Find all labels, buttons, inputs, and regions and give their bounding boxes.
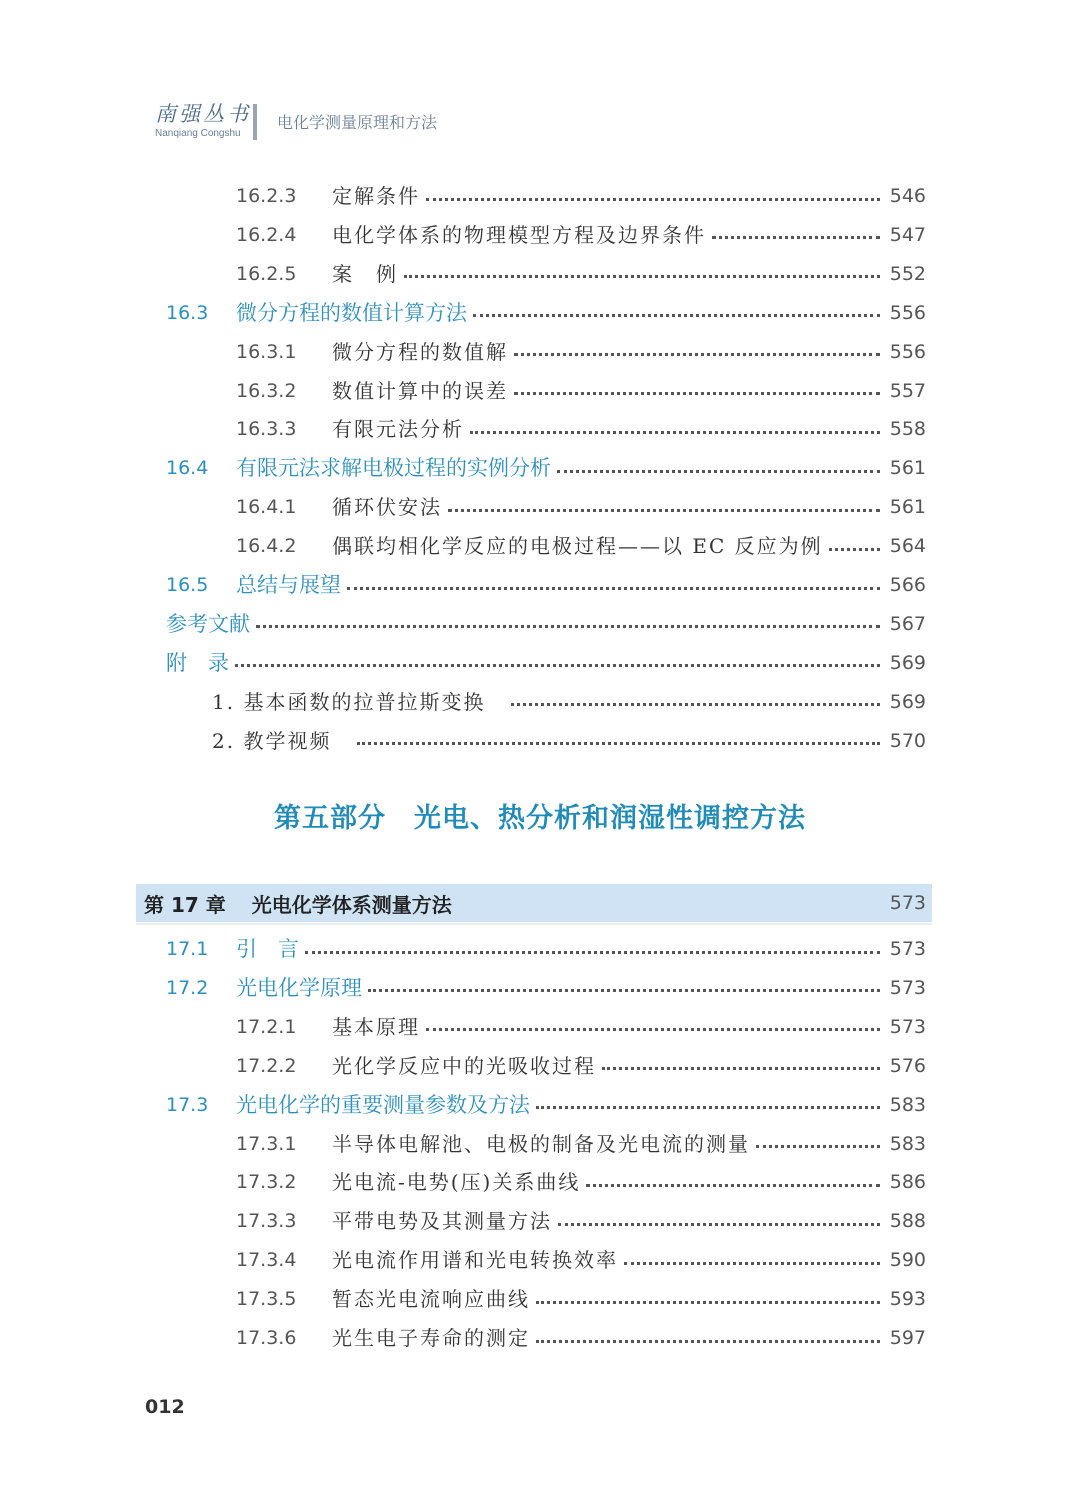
toc-entry[interactable] (236, 179, 926, 213)
toc-entry[interactable] (236, 1321, 926, 1355)
toc-entry-page: 573 (889, 938, 926, 960)
chapter-title: 光电化学体系测量方法 (251, 892, 452, 917)
toc-dot-leader (305, 951, 880, 954)
chapter-label: 第 17 章 (144, 892, 226, 917)
toc-dot-leader (357, 742, 880, 745)
toc-entry-title: 案 例 (332, 261, 398, 286)
page-number: 012 (145, 1396, 185, 1418)
toc-entry[interactable] (166, 971, 926, 1005)
toc-entry-title: 光电化学原理 (236, 975, 362, 1000)
toc-dot-leader (536, 1106, 880, 1109)
toc-entry-page: 588 (889, 1210, 926, 1233)
toc-entry[interactable] (166, 646, 926, 680)
toc-dot-leader (536, 1301, 880, 1304)
toc-entry[interactable] (212, 685, 926, 719)
toc-entry[interactable] (166, 607, 926, 641)
toc-entry-title: 半导体电解池、电极的制备及光电流的测量 (332, 1131, 750, 1156)
series-roman-name: Nanqiang Congshu (155, 128, 241, 139)
toc-entry-page: 556 (889, 340, 926, 363)
toc-entry[interactable] (236, 335, 926, 369)
toc-dot-leader (602, 1067, 880, 1070)
toc-entry-number: 17.3.5 (236, 1288, 297, 1311)
toc-entry-number: 17.3.4 (236, 1249, 297, 1272)
toc-entry-page: 583 (889, 1132, 926, 1155)
toc-entry-title: 光电化学的重要测量参数及方法 (236, 1092, 530, 1117)
toc-entry-title: 电化学体系的物理模型方程及边界条件 (332, 222, 706, 247)
toc-entry-number: 17.2.2 (236, 1054, 297, 1077)
toc-entry-number: 16.5 (166, 574, 209, 596)
toc-entry-title: 引 言 (236, 937, 299, 961)
toc-entry-number: 16.3.2 (236, 379, 297, 402)
toc-entry-title: 有限元法分析 (332, 417, 464, 442)
toc-dot-leader (536, 1340, 880, 1343)
toc-entry-title: 定解条件 (332, 184, 420, 208)
toc-entry-page: 573 (889, 1015, 926, 1038)
toc-entry-page: 597 (889, 1327, 926, 1349)
toc-entry-page: 552 (889, 262, 926, 285)
toc-dot-leader (404, 275, 880, 278)
toc-entry-number: 16.4 (166, 457, 209, 480)
toc-dot-leader (473, 314, 880, 317)
toc-entry[interactable] (236, 1165, 926, 1199)
toc-entry-title: 基本原理 (332, 1014, 420, 1039)
toc-dot-leader (558, 1223, 880, 1226)
toc-entry-title: 循环伏安法 (332, 495, 442, 520)
toc-entry-page: 547 (889, 223, 926, 246)
toc-entry-page: 569 (889, 690, 926, 713)
toc-dot-leader (514, 392, 880, 395)
toc-entry-number: 16.2.5 (236, 262, 297, 285)
toc-dot-leader (448, 509, 880, 512)
toc-entry-number: 17.3.1 (236, 1132, 297, 1155)
toc-dot-leader (470, 431, 880, 434)
toc-dot-leader (586, 1184, 880, 1187)
toc-entry-page: 567 (889, 612, 926, 635)
toc-entry[interactable] (166, 932, 926, 966)
toc-entry-page: 570 (889, 729, 926, 752)
toc-entry-number: 16.4.2 (236, 535, 297, 558)
toc-entry[interactable] (236, 1204, 926, 1238)
toc-entry-page: 561 (889, 496, 926, 519)
toc-entry[interactable] (236, 374, 926, 408)
header-divider (253, 104, 257, 140)
toc-entry-page: 558 (889, 418, 926, 441)
toc-entry-number: 16.3.3 (236, 418, 297, 441)
toc-entry-title: 参考文献 (166, 611, 250, 636)
toc-entry[interactable] (236, 1010, 926, 1044)
toc-dot-leader (756, 1145, 880, 1148)
toc-entry[interactable] (166, 568, 926, 602)
toc-entry-page: 576 (889, 1054, 926, 1077)
toc-entry[interactable] (236, 257, 926, 291)
toc-entry-title: 光生电子寿命的测定 (332, 1326, 530, 1350)
toc-entry-page: 573 (889, 976, 926, 999)
toc-dot-leader (624, 1262, 880, 1265)
toc-entry-page: 583 (889, 1093, 926, 1116)
toc-entry-number: 16.2.4 (236, 223, 297, 246)
toc-dot-leader (368, 989, 880, 992)
toc-dot-leader (426, 1028, 880, 1031)
toc-entry-number: 17.3.2 (236, 1171, 297, 1194)
toc-entry-title: 2. 教学视频 (212, 728, 332, 753)
toc-entry[interactable] (166, 1088, 926, 1122)
toc-entry-page: 569 (889, 651, 926, 674)
toc-dot-leader (235, 664, 880, 667)
toc-dot-leader (426, 198, 880, 201)
toc-dot-leader (712, 236, 880, 239)
toc-entry-title: 平带电势及其测量方法 (332, 1209, 552, 1234)
part-heading: 第五部分 光电、热分析和润湿性调控方法 (274, 803, 806, 834)
toc-entry-title: 暂态光电流响应曲线 (332, 1287, 530, 1312)
toc-entry-title: 数值计算中的误差 (332, 378, 508, 403)
toc-entry-title: 偶联均相化学反应的电极过程——以 EC 反应为例 (332, 534, 823, 559)
toc-entry-number: 17.3.3 (236, 1210, 297, 1233)
toc-entry-title: 光电流-电势(压)关系曲线 (332, 1170, 581, 1195)
toc-entry[interactable] (236, 529, 926, 563)
toc-entry[interactable] (236, 1049, 926, 1083)
toc-entry[interactable] (236, 490, 926, 524)
toc-dot-leader (256, 625, 880, 628)
toc-entry-number: 17.3 (166, 1093, 209, 1116)
toc-dot-leader (347, 587, 880, 590)
toc-entry-number: 16.3 (166, 301, 209, 324)
book-title: 电化学测量原理和方法 (277, 113, 438, 132)
toc-entry-title: 微分方程的数值计算方法 (236, 300, 467, 325)
toc-entry[interactable] (236, 1243, 926, 1277)
toc-dot-leader (829, 548, 880, 551)
toc-entry-number: 16.4.1 (236, 496, 297, 519)
toc-entry-title: 有限元法求解电极过程的实例分析 (236, 456, 551, 481)
toc-entry[interactable] (166, 296, 926, 330)
toc-dot-leader (557, 470, 880, 473)
toc-entry[interactable] (212, 724, 926, 758)
toc-entry-page: 561 (889, 457, 926, 480)
chapter-underline (136, 923, 932, 925)
series-name: 南强丛书 (155, 102, 251, 126)
chapter-page-number: 573 (889, 892, 926, 914)
toc-entry-page: 557 (889, 379, 926, 402)
toc-entry-page: 564 (889, 535, 926, 558)
toc-entry-page: 593 (889, 1288, 926, 1311)
chapter-heading-bar[interactable] (136, 884, 932, 922)
toc-dot-leader (514, 353, 880, 356)
toc-entry-number: 17.3.6 (236, 1327, 297, 1349)
toc-entry-number: 16.3.1 (236, 340, 297, 363)
toc-entry-page: 586 (889, 1171, 926, 1194)
toc-entry-title: 附 录 (166, 650, 229, 675)
toc-entry-title: 光化学反应中的光吸收过程 (332, 1053, 596, 1078)
toc-entry-number: 17.2 (166, 976, 209, 999)
toc-entry[interactable] (166, 451, 926, 485)
toc-entry-title: 微分方程的数值解 (332, 339, 508, 364)
toc-entry-page: 590 (889, 1249, 926, 1272)
toc-entry[interactable] (236, 1282, 926, 1316)
toc-entry[interactable] (236, 1127, 926, 1161)
toc-entry-title: 光电流作用谱和光电转换效率 (332, 1248, 618, 1273)
toc-entry-title: 总结与展望 (236, 573, 341, 597)
toc-entry-number: 17.1 (166, 938, 209, 960)
toc-entry-number: 16.2.3 (236, 185, 297, 207)
toc-entry-number: 17.2.1 (236, 1015, 297, 1038)
toc-entry[interactable] (236, 412, 926, 446)
toc-dot-leader (511, 703, 880, 706)
toc-entry-page: 546 (889, 185, 926, 207)
toc-entry-page: 566 (889, 574, 926, 596)
toc-entry[interactable] (236, 218, 926, 252)
toc-entry-page: 556 (889, 301, 926, 324)
toc-entry-title: 1. 基本函数的拉普拉斯变换 (212, 689, 486, 714)
